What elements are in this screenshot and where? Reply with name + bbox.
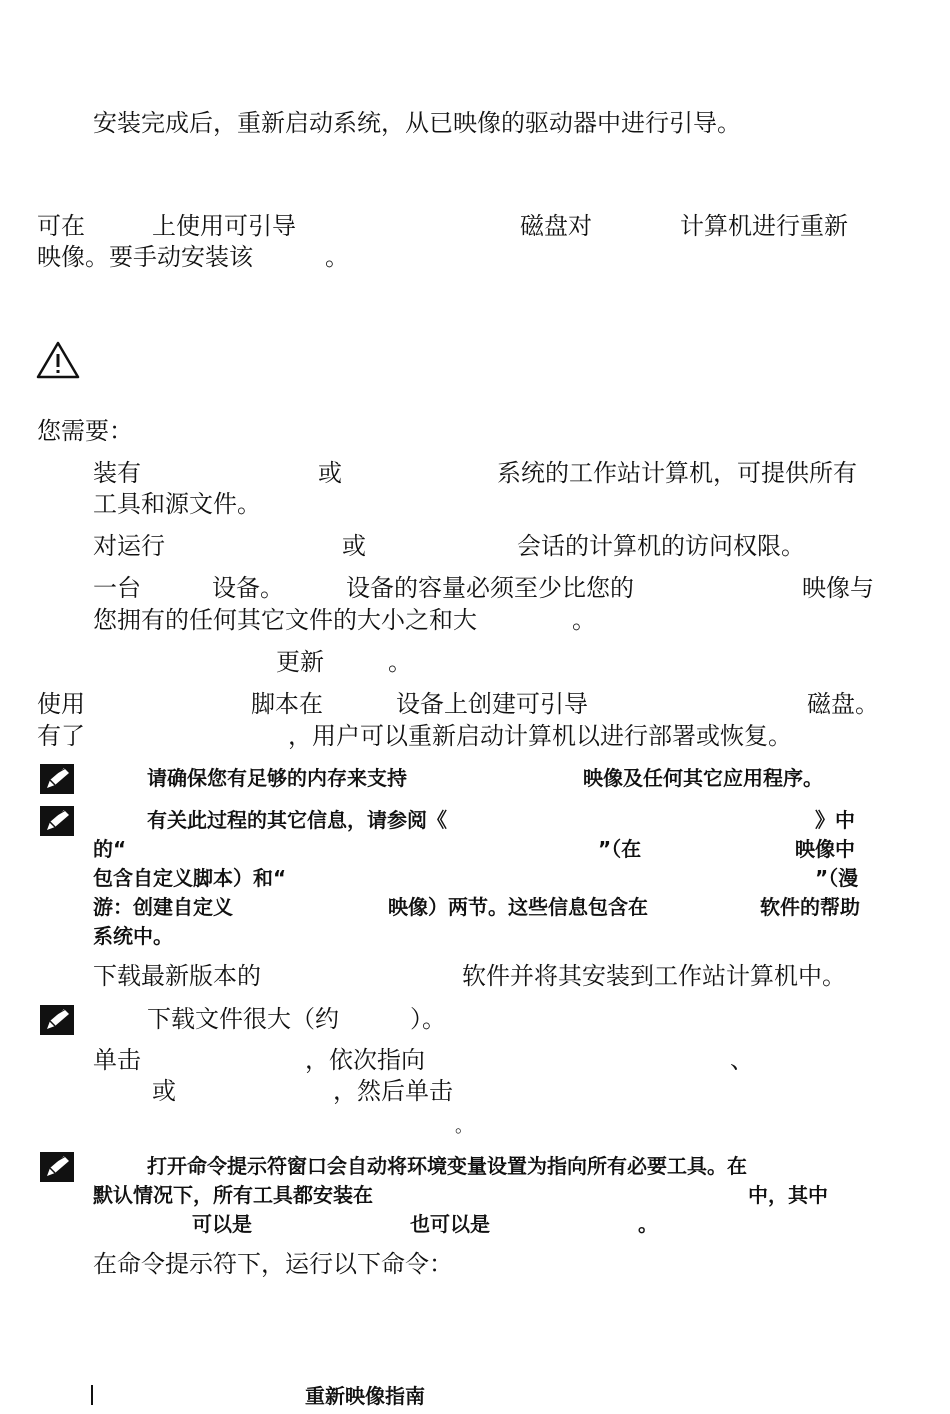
pencil-note-icon	[40, 1152, 74, 1182]
note-text: 有关此过程的其它信息，请参阅《	[147, 808, 447, 832]
pencil-note-icon	[40, 1005, 74, 1035]
note-text: 映像）两节。这些信息包含在	[388, 895, 648, 919]
requirement-item: 对运行	[93, 532, 165, 560]
step-text: ，依次指向	[305, 1046, 425, 1074]
note-text: ”（在	[598, 837, 642, 861]
step-text: ，然后单击	[333, 1077, 453, 1105]
note-text: 系统中。	[93, 924, 173, 948]
note-text: 也可以是	[410, 1212, 490, 1236]
para3-text: 设备上创建可引导	[396, 690, 588, 718]
pencil-note-icon	[40, 806, 74, 836]
requirement-item: 。	[388, 648, 412, 676]
step-text: 软件并将其安装到工作站计算机中。	[462, 962, 846, 990]
warning-triangle-icon	[35, 340, 81, 380]
requirement-item: 系统的工作站计算机，可提供所有	[497, 459, 857, 487]
para2-text: 可在	[37, 212, 85, 240]
step-text: 、	[730, 1046, 754, 1074]
step-text: 或	[152, 1077, 176, 1105]
needs-heading: 您需要：	[37, 417, 133, 445]
requirement-item: 设备。	[212, 574, 284, 602]
note-text: 游：创建自定义	[93, 895, 233, 919]
para2-text: 磁盘对	[520, 212, 592, 240]
step-text: 下载最新版本的	[93, 962, 261, 990]
step-text: 在命令提示符下，运行以下命令：	[93, 1250, 453, 1278]
intro-text: 安装完成后，重新启动系统，从已映像的驱动器中进行引导。	[93, 109, 741, 137]
para3-text: ，用户可以重新启动计算机以进行部署或恢复。	[288, 722, 792, 750]
note-text: 下载文件很大（约	[147, 1005, 339, 1033]
requirement-item: 或	[342, 532, 366, 560]
para3-text: 磁盘。	[807, 690, 879, 718]
para2-text: 计算机进行重新	[680, 212, 848, 240]
pencil-note-icon	[40, 764, 74, 794]
note-text: 映像及任何其它应用程序。	[583, 766, 823, 790]
note-text: 请确保您有足够的内存来支持	[147, 766, 407, 790]
note-text: ”（漫	[815, 866, 859, 890]
requirement-item: 工具和源文件。	[93, 490, 261, 518]
para2-text: 。	[325, 243, 349, 271]
para3-text: 使用	[37, 690, 85, 718]
para2-text: 映像。要手动安装该	[37, 243, 253, 271]
requirement-item: 一台	[93, 574, 141, 602]
requirement-item: 映像与	[802, 574, 874, 602]
note-text: 包含自定义脚本）和“	[93, 866, 287, 890]
para3-text: 有了	[37, 722, 85, 750]
note-text: 可以是	[192, 1212, 252, 1236]
step-text: 。	[455, 1116, 473, 1137]
page-footer: 重新映像指南	[305, 1384, 425, 1408]
step-text: 单击	[93, 1046, 141, 1074]
requirement-item: 您拥有的任何其它文件的大小之和大	[93, 606, 477, 634]
para3-text: 脚本在	[251, 690, 323, 718]
requirement-item: 装有	[93, 459, 141, 487]
note-text: 映像中	[795, 837, 855, 861]
footer-divider	[91, 1385, 93, 1405]
note-text: 中，其中	[748, 1183, 828, 1207]
requirement-item: 。	[572, 606, 596, 634]
requirement-item: 会话的计算机的访问权限。	[517, 532, 805, 560]
note-text: 。	[638, 1212, 658, 1236]
note-text: ）。	[410, 1005, 446, 1033]
requirement-item: 设备的容量必须至少比您的	[346, 574, 634, 602]
requirement-item: 更新	[276, 648, 324, 676]
note-text: 软件的帮助	[760, 895, 860, 919]
note-text: 》中	[815, 808, 855, 832]
note-text: 默认情况下，所有工具都安装在	[93, 1183, 373, 1207]
requirement-item: 或	[318, 459, 342, 487]
note-text: 的“	[93, 837, 127, 861]
para2-text: 上使用可引导	[152, 212, 296, 240]
note-text: 打开命令提示符窗口会自动将环境变量设置为指向所有必要工具。在	[147, 1154, 747, 1178]
